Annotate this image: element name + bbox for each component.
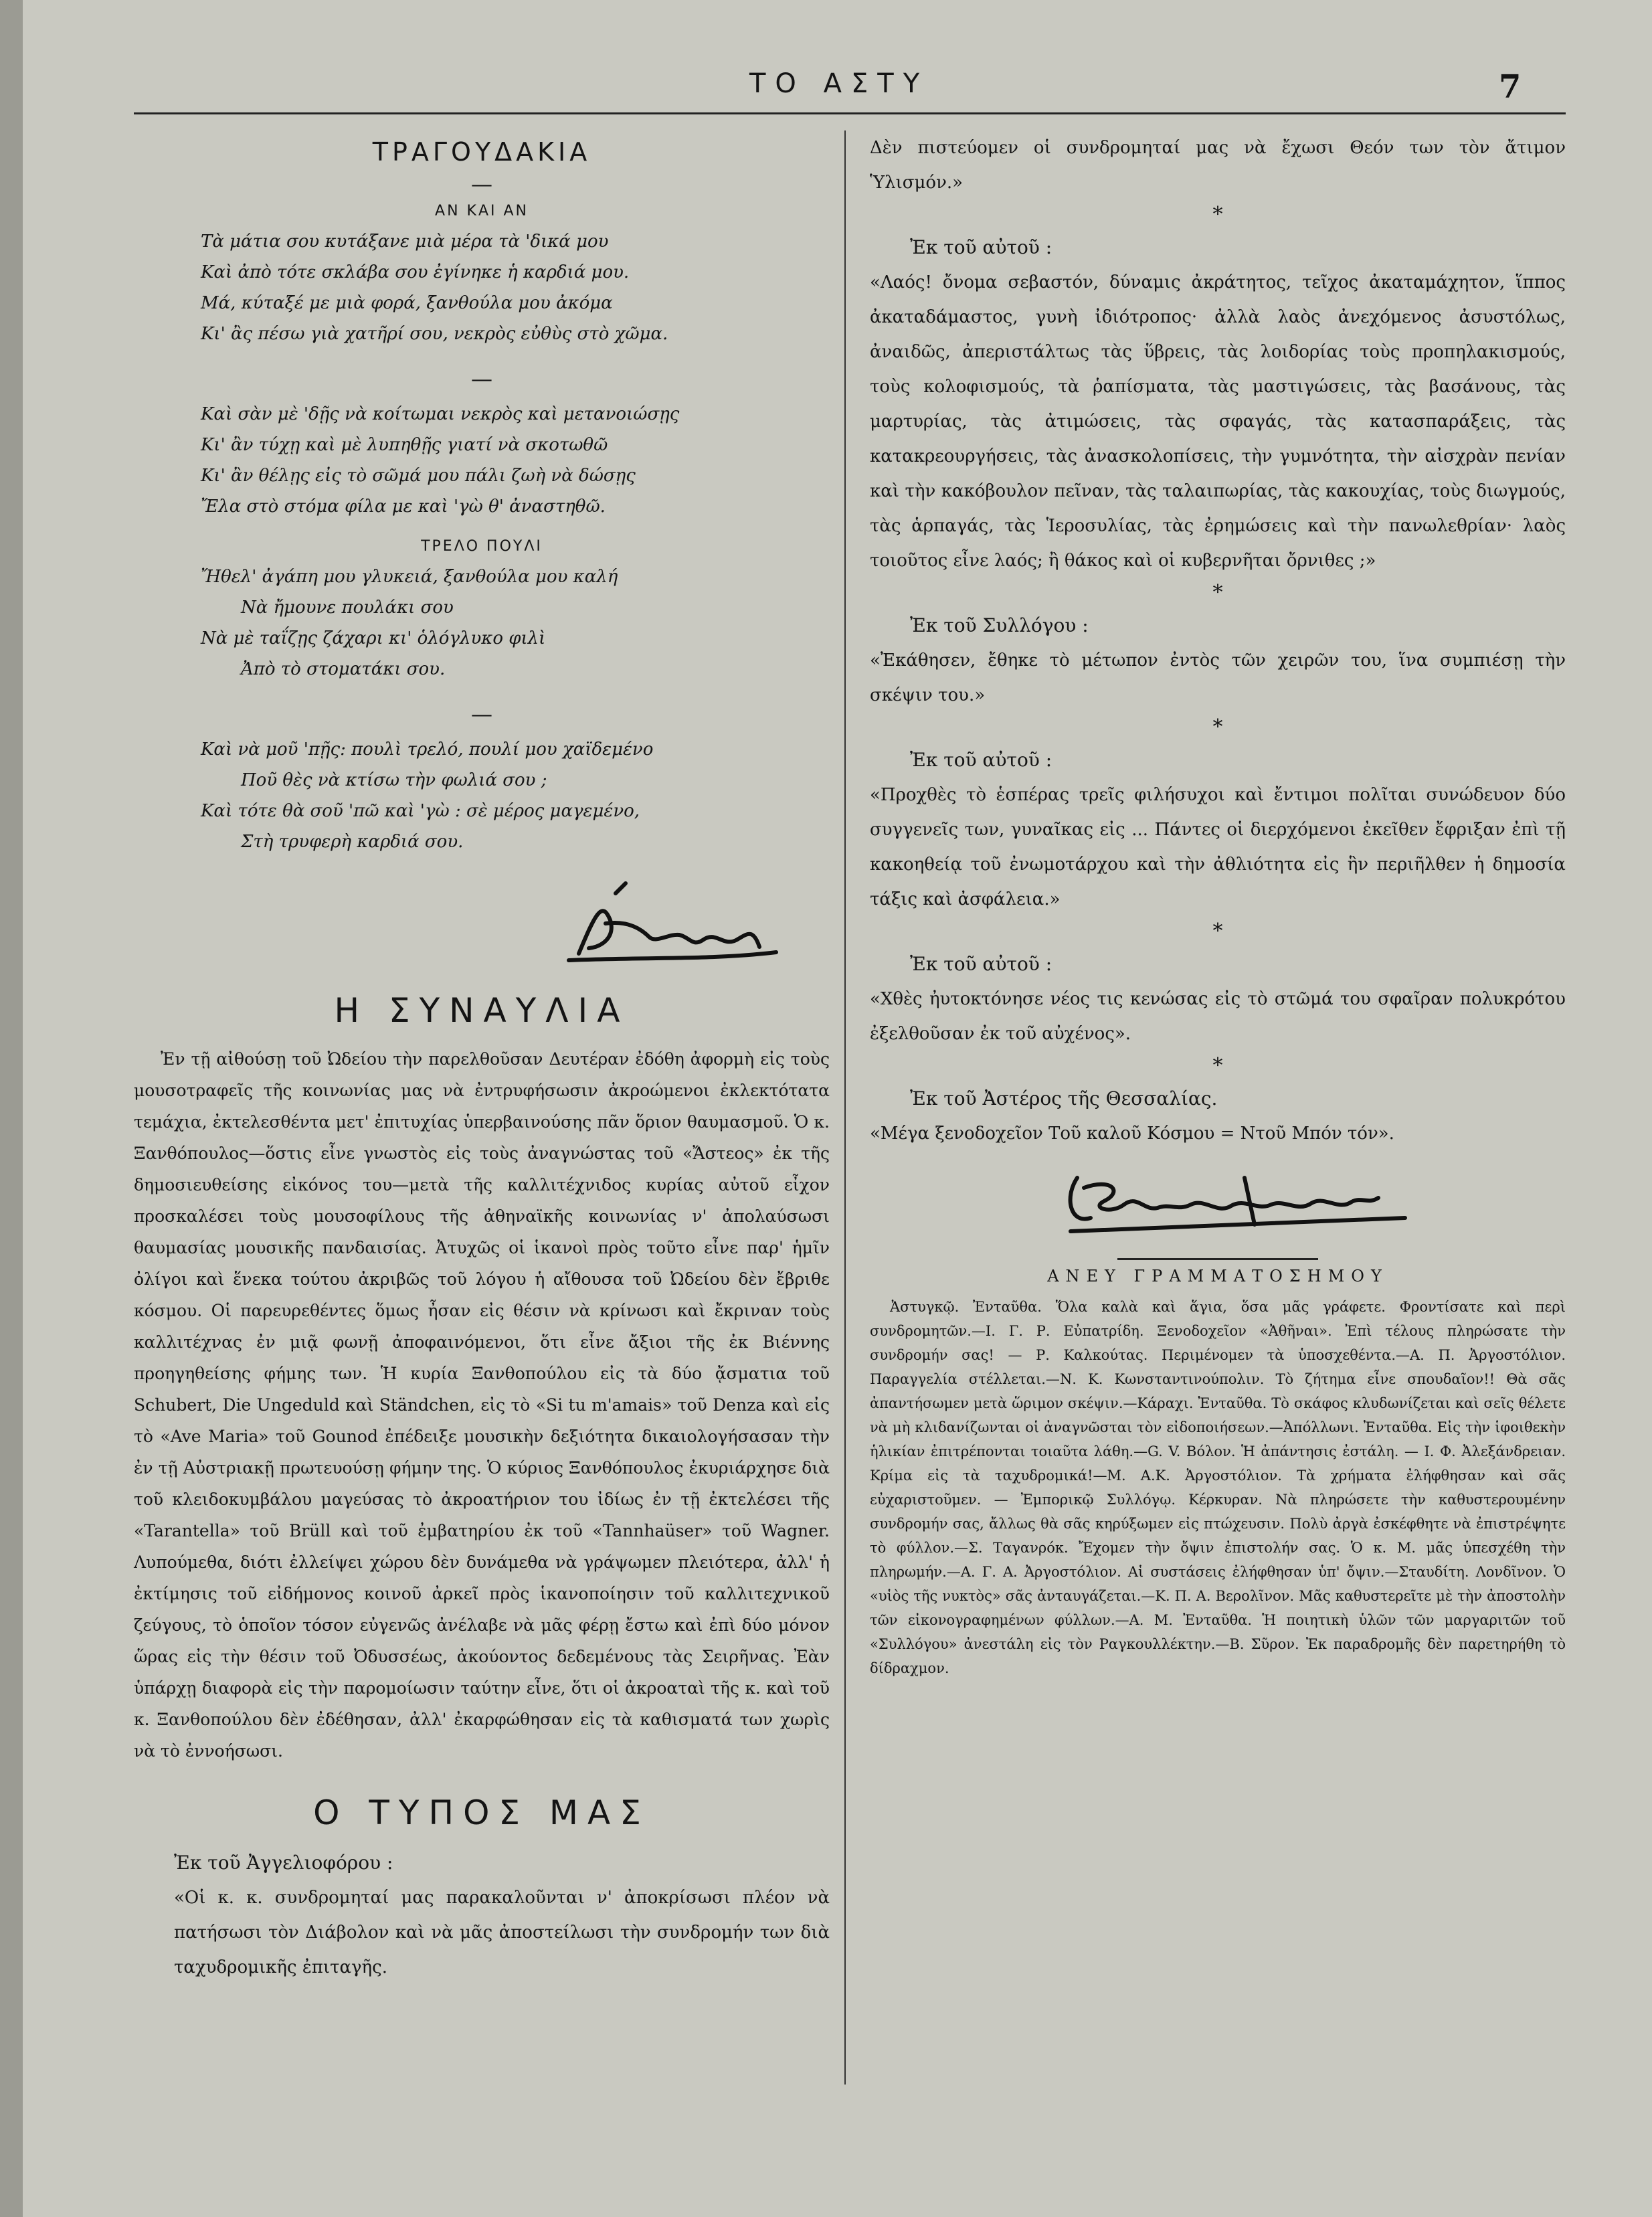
- poem-line: Νὰ ἤμουνε πουλάκι σου: [241, 598, 454, 618]
- poem-line: Καὶ ἀπὸ τότε σκλάβα σου ἐγίνηκε ἡ καρδιά μου.: [201, 262, 630, 282]
- poem2-stanza1: [134, 561, 830, 685]
- press-quote: «Οἱ κ. κ. συνδρομηταί μας παρακαλοῦνται ν' ἀποκρίσωσι πλέον νὰ πατήσωσι τὸν Διάβολον καὶ νὰ μᾶς ἀποστείλωσι τὴν συνδρομήν των διὰ ταχυδρομικῆς ἐπιταγῆς.: [174, 1888, 830, 1977]
- quote-block: «Χθὲς ἠυτοκτόνησε νέος τις κενώσας εἰς τὸ στῶμά του σφαῖραν πολυκρότου ἐξελθοῦσαν ἐκ τοῦ αὐχένος».: [870, 989, 1566, 1044]
- continued-quote: Δὲν πιστεύομεν οἱ συνδρομηταί μας νὰ ἔχωσι Θεόν των τὸν ἄτιμον Ὑλισμόν.»: [870, 138, 1566, 193]
- poem-line: Καὶ σὰν μὲ 'δῇς νὰ κοίτωμαι νεκρὸς καὶ μετανοιώσῃς: [201, 404, 680, 424]
- asterisk-separator: *: [1212, 203, 1223, 226]
- left-column: [134, 130, 830, 1985]
- section-title-unstamped: ΑΝΕΥ ΓΡΑΜΜΑΤΟΣΗΜΟΥ: [1047, 1267, 1388, 1285]
- poem-line: Κι' ἂς πέσω γιὰ χατῆρί σου, νεκρὸς εὐθὺς στὸ χῶμα.: [201, 324, 668, 344]
- adjacent-page-strip: [0, 0, 23, 2217]
- dash-separator: —: [471, 366, 492, 391]
- article-title-press: Ο ΤΥΠΟΣ ΜΑΣ: [313, 1793, 650, 1832]
- section-rule: [1117, 1258, 1318, 1260]
- source-line: Ἐκ τοῦ αὐτοῦ :: [910, 953, 1052, 975]
- article-body-concert: Ἐν τῇ αἰθούσῃ τοῦ Ὠδείου τὴν παρελθοῦσαν Δευτέραν ἐδόθη ἀφορμὴ εἰς τοὺς μουσοτραφεῖς τῆς κοινωνίας μας νὰ ἐντρυφήσωσιν ἀκροώμενοι ἐκλεκτότατα τεμάχια, ἐκτελεσθέντα μετ' ἐπιτυχίας ὑπερβαινούσης πᾶν ὅριον θαυμασμοῦ. Ὁ κ. Ξανθόπουλος—ὅστις εἶνε γνωστὸς εἰς τοὺς ἀναγνώστας τοῦ «Ἄστεος» ἐκ τῆς δημοσιευθείσης εἰκόνος του—μετὰ τῆς καλλιτέχνιδος κυρίας αὐτοῦ εἶχον προσκαλέσει τοὺς μουσοφίλους τῆς ἀθηναϊκῆς κοινωνίας ν' ἀπολαύσωσι θαυμασίας μουσικῆς πανδαισίας. Ἀτυχῶς οἱ ἱκανοὶ πρὸς τοῦτο εἶνε παρ' ἡμῖν ὀλίγοι καὶ ἕνεκα τούτου ἀκριβῶς τοῦ λόγου ἡ αἴθουσα τοῦ Ὠδείου δὲν ἔβριθε κόσμου. Οἱ παρευρεθέντες ὅμως ἦσαν εἰς θέσιν νὰ κρίνωσι καὶ ἔκριναν τοὺς καλλιτέχνας ἐν μιᾷ φωνῇ ἀποφαινόμενοι, ὅτι εἶνε ἄξιοι τῆς ἐκ Βιέννης προηγηθείσης φήμης των. Ἡ κυρία Ξανθοπούλου εἰς τὰ δύο ᾄσματια τοῦ Schubert, Die Ungeduld καὶ Ständchen, εἰς τὸ «Si tu m'amais» τοῦ Denza καὶ εἰς τὸ «Ave Maria» τοῦ Gounod ἐπέδειξε μουσικὴν δεξιότητα δικαιολογήσασαν τὴν ἐν τῇ Αὐστριακῇ πρωτευούσῃ φήμην της. Ὁ κύριος Ξανθόπουλος ἐκυριάρχησε διὰ τοῦ κλειδοκυμβάλου μαγεύσας τὸ ἀκροατήριον του ἰδίως ἐν τῇ ἐκτελέσει τῆς «Tarantella» τοῦ Brüll καὶ τοῦ ἐμβατηρίου ἐκ τοῦ «Tannhaüser» τοῦ Wagner. Λυπούμεθα, διότι ἐλλείψει χώρου δὲν δυνάμεθα νὰ γράψωμεν πλειότερα, ἀλλ' ἡ ἐκτίμησις τοῦ εἰδήμονος κοινοῦ ἀρκεῖ πρὸς ἱκανοποίησιν τοῦ καλλιτεχνικοῦ ζεύγους, τὸ ὁποῖον τόσον εὐγενῶς ἀνέλαβε νὰ μᾶς φέρῃ ἔστω καὶ ἐπὶ δύο μόνον ὥρας εἰς τὴν θέσιν τοῦ Ὀδυσσέως, ἀκούοντος δεδεμένους τὰς Σειρῆνας. Ἐὰν ὑπάρχῃ διαφορὰ εἰς τὴν παρομοίωσιν ταύτην εἶνε, ὅτι οἱ ἀκροαταὶ τῆς κ. καὶ τοῦ κ. Ξανθοπούλου δὲν ἐδέθησαν, ἀλλ' ἐκαρφώθησαν εἰς τὰ καθισματά των χωρὶς νὰ τὸ ἐννοήσωσι.: [134, 1049, 830, 1761]
- poem-line: Καὶ νὰ μοῦ 'πῇς: πουλὶ τρελό, πουλί μου χαϊδεμένο: [201, 739, 654, 760]
- signature-handwritten: [870, 1151, 1566, 1238]
- poem-line: Ἔλα στὸ στόμα φίλα με καὶ 'γὼ θ' ἀναστηθῶ.: [201, 497, 606, 517]
- quote-block: «Ἐκάθησεν, ἔθηκε τὸ μέτωπον ἐντὸς τῶν χειρῶν του, ἵνα συμπιέσῃ τὴν σκέψιν του.»: [870, 650, 1566, 705]
- poem-line: Μά, κύταξέ με μιὰ φορά, ξανθούλα μου ἀκόμα: [201, 293, 613, 313]
- section-title-songs: ΤΡΑΓΟΥΔΑΚΙΑ: [372, 137, 591, 167]
- column-divider: [844, 130, 846, 2085]
- signature-handwritten: [134, 873, 830, 974]
- poem-line: Νὰ μὲ ταΐζῃς ζάχαρι κι' ὁλόγλυκο φιλὶ: [201, 628, 546, 648]
- quote-block: «Προχθὲς τὸ ἑσπέρας τρεῖς φιλήσυχοι καὶ ἔντιμοι πολῖται συνώδευον δύο συγγενεῖς των, γυναῖκας εἰς ... Πάντες οἱ διερχόμενοι ἐκεῖθεν ἔφριξαν ἐπὶ τῇ κακοηθείᾳ τοῦ ἐνωμοτάρχου καὶ τὴν ἀθλιότητα εἰς ἣν περιῆλθεν ἡ δημοσία τάξις καὶ ἀσφάλεια.»: [870, 785, 1566, 909]
- quote-block: «Λαός! ὄνομα σεβαστόν, δύναμις ἀκράτητος, τεῖχος ἀκαταμάχητον, ἵππος ἀκαταδάμαστος, γυνὴ ἰδιότροπος· ἀλλὰ λαὸς ἀνεχόμενος ἀσυστόλως, ἀναιδῶς, ἀπεριστάλτως τὰς ὕβρεις, τὰς λοιδορίας τοὺς προπηλακισμούς, τοὺς κολοφισμούς, τὰ ῥαπίσματα, τὰς μαστιγώσεις, τὰς βασάνους, τὰς μαρτυρίας, τὰς ἀτιμώσεις, τὰς σφαγάς, τὰς κατασπαράξεις, τὰς κατακρεουργήσεις, τὰς ἀνασκολοπίσεις, τὴν γυμνότητα, τὴν αἰσχρὰν πενίαν καὶ τὴν κακόβουλον πεῖναν, τὰς ταλαιπωρίας, τὰς κακουχίας, τοὺς διωγμούς, τὰς ἁρπαγάς, τὰς Ἱεροσυλίας, τὰς ἐρημώσεις καὶ τὴν πανωλεθρίαν· λαὸς τοιοῦτος εἶνε λαός; ἢ θάκος καὶ οἱ κυβερνῆται ὄρνιθες ;»: [870, 272, 1566, 571]
- dash-separator: —: [471, 171, 492, 197]
- poem-line: Κι' ἂν τύχῃ καὶ μὲ λυπηθῇς γιατί νὰ σκοτωθῶ: [201, 435, 608, 455]
- asterisk-separator: *: [1212, 919, 1223, 943]
- source-line: Ἐκ τοῦ αὐτοῦ :: [910, 236, 1052, 258]
- source-line: Ἐκ τοῦ αὐτοῦ :: [910, 749, 1052, 771]
- page-number: 7: [1499, 68, 1522, 106]
- asterisk-separator: *: [1212, 1054, 1223, 1077]
- asterisk-separator: *: [1212, 715, 1223, 739]
- dash-separator: —: [471, 701, 492, 727]
- source-line: Ἐκ τοῦ Ἀστέρος τῆς Θεσσαλίας.: [910, 1087, 1218, 1110]
- header-rule: [134, 112, 1566, 114]
- correspondence-notes: Ἀστυγκῷ. Ἐνταῦθα. Ὅλα καλὰ καὶ ἅγια, ὅσα μᾶς γράφετε. Φροντίσατε καὶ περὶ συνδρομητῶν.—Ι. Γ. Ρ. Εὐπατρίδη. Ξενοδοχεῖον «Ἀθῆναι». Ἐπὶ τέλους πληρώσατε τὴν συνδρομήν σας! — Ρ. Καλκούτας. Περιμένομεν τὰ ὑποσχεθέντα.—Α. Π. Ἀργοστόλιον. Παραγγελία στέλλεται.—Ν. Κ. Κωνσταντινούπολιν. Τὸ ζήτημα εἶνε σπουδαῖον!! Θὰ σᾶς ἀπαντήσωμεν μετὰ ὥριμον σκέψιν.—Κάραχι. Ἐνταῦθα. Τὸ σκάφος κλυδωνίζεται καὶ σεῖς θέλετε νὰ μὴ κλιδανίζωνται οἱ ἀναγνῶσται τὸν εἰδοποιήσεων.—Ἀπόλλωνι. Ἐνταῦθα. Εἰς τὴν ἱφοιθεκὴν ἡλικίαν ἐπιτρέπονται τοιαῦτα λάθη.—G. V. Βόλον. Ἡ ἀπάντησις ἐστάλη. — Ι. Φ. Ἀλεξάνδρειαν. Κρίμα εἰς τὰ ταχυδρομικά!—Μ. Α.Κ. Ἀργοστόλιον. Τὰ χρήματα ἐλήφθησαν καὶ σᾶς εὐχαριστοῦμεν. — Ἐμπορικῷ Συλλόγῳ. Κέρκυραν. Νὰ πληρώσετε τὴν καθυστερουμένην συνδρομήν σας, ἄλλως θὰ σᾶς κηρύξωμεν εἰς πτώχευσιν. Πολὺ ἀργὰ ἐσκέφθητε νὰ ἐπιστρέψητε τὸ φύλλον.—Σ. Ταγανρόκ. Ἔχομεν τὴν ὄψιν ἐπιστολήν σας. Ὁ κ. Μ. μᾶς ὑπεσχέθη τὴν πληρωμήν.—Α. Γ. Α. Ἀργοστόλιον. Αἱ συστάσεις ἐλήφθησαν ὑπ' ὄψιν.—Σταυδίτη. Λονδῖνον. Ὁ «υἱὸς τῆς νυκτὸς» σᾶς ἀνταυγάζεται.—Κ. Π. Α. Βερολῖνον. Μᾶς καθυστερεῖτε μὲ τὴν ἀποστολὴν τῶν εἰκονογραφημένων φύλλων.—Α. Μ. Ἐνταῦθα. Ἡ ποιητικὴ ὑλῶν τῶν μαργαριτῶν τοῦ «Συλλόγου» ἀνεστάλη εἰς τὸν Ραγκουλλέκτην.—Β. Σῦρον. Ἐκ παραδρομῆς δὲν παρετηρήθη τὸ δίδραχμον.: [870, 1299, 1566, 1676]
- poem-line: Ἤθελ' ἀγάπη μου γλυκειά, ξανθούλα μου καλή: [201, 567, 618, 587]
- poem-line: Στὴ τρυφερὴ καρδιά σου.: [241, 832, 464, 852]
- poem1-title: ΑΝ ΚΑΙ ΑΝ: [435, 203, 529, 219]
- poem-line: Ποῦ θὲς νὰ κτίσω τὴν φωλιά σου ;: [241, 770, 547, 790]
- newspaper-title: ΤΟ ΑΣΤΥ: [749, 68, 929, 99]
- right-column: [870, 130, 1566, 1680]
- quote-block: «Μέγα ξενοδοχεῖον Τοῦ καλοῦ Κόσμου = Ντοῦ Μπόν τόν».: [870, 1124, 1394, 1144]
- poem-line: Κι' ἂν θέλῃς εἰς τὸ σῶμά μου πάλι ζωὴ νὰ δώσῃς: [201, 466, 636, 486]
- poem2-stanza2: [134, 734, 830, 857]
- source-line: Ἐκ τοῦ Συλλόγου :: [910, 614, 1089, 636]
- poem2-title: ΤΡΕΛΟ ΠΟΥΛΙ: [421, 538, 543, 555]
- poem1-stanza2: [134, 399, 830, 522]
- press-source: Ἐκ τοῦ Ἀγγελιοφόρου :: [174, 1852, 393, 1874]
- asterisk-separator: *: [1212, 581, 1223, 604]
- poem-line: Ἀπὸ τὸ στοματάκι σου.: [241, 659, 446, 679]
- poem1-stanza1: [134, 226, 830, 349]
- poem-line: Τὰ μάτια σου κυτάξανε μιὰ μέρα τὰ 'δικά μου: [201, 232, 609, 252]
- article-title-concert: Η ΣΥΝΑΥΛΙΑ: [334, 991, 630, 1030]
- poem-line: Καὶ τότε θὰ σοῦ 'πῶ καὶ 'γὼ : σὲ μέρος μαγεμένο,: [201, 801, 640, 821]
